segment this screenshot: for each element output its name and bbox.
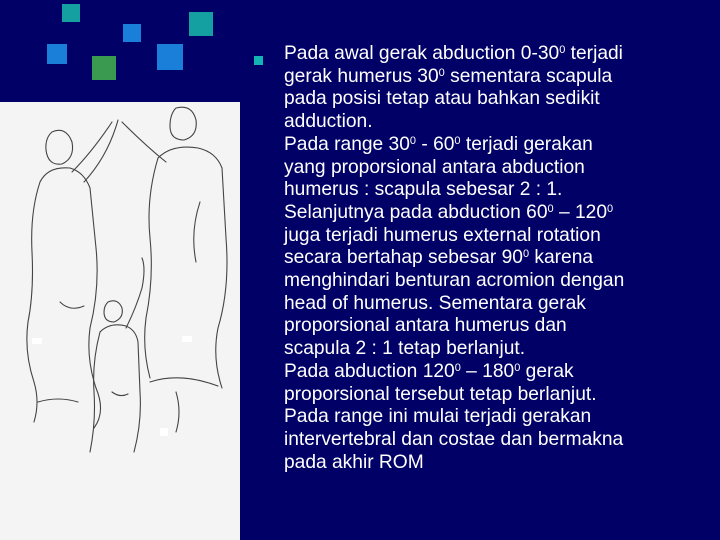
decor-square <box>157 44 183 70</box>
decor-square <box>47 44 67 64</box>
bullet-text <box>284 202 704 361</box>
text-run: sementara scapula pada posisi tetap atau bahkan sedikit adduction. <box>284 65 613 133</box>
white-marker <box>160 428 168 436</box>
bullet-marker <box>254 56 263 65</box>
text-run: Pada abduction 120 <box>284 360 455 382</box>
figure-left <box>27 120 118 428</box>
figure-small <box>90 258 144 452</box>
degree-superscript: 0 <box>454 361 461 374</box>
bullet-item <box>254 43 704 134</box>
bullet-item <box>254 202 704 361</box>
bullet-text <box>284 361 704 475</box>
decor-square <box>92 56 116 80</box>
degree-superscript: 0 <box>559 44 566 56</box>
text-run: Selanjutnya pada abduction 60 <box>284 201 548 223</box>
text-run: terjadi gerakan yang proporsional antara abduction humerus : scapula sebesar 2 : 1. <box>284 133 593 201</box>
bullet-text <box>284 43 704 134</box>
bullet-item <box>254 134 704 202</box>
shoulder-abduction-illustration <box>0 102 240 540</box>
degree-superscript: 0 <box>607 202 614 215</box>
text-run: Pada range 30 <box>284 133 410 155</box>
decor-square <box>62 4 80 22</box>
text-run: karena menghindari benturan acromion dengan head of humerus. Sementara gerak proporsional antara humerus dan scapula 2 : 1 tetap berlanjut. <box>284 247 625 360</box>
text-run: gerak proporsional tersebut tetap berlanjut. Pada range ini mulai terjadi gerakan intervertebral dan costae dan bermakna pada akhir ROM <box>284 360 624 473</box>
degree-superscript: 0 <box>522 248 530 261</box>
text-run: – 120 <box>553 201 607 223</box>
text-run: Pada awal gerak abduction 0-30 <box>284 43 560 64</box>
bullet-item <box>254 361 704 475</box>
white-marker <box>32 338 42 344</box>
bullet-text <box>284 134 704 202</box>
text-run: terjadi gerak humerus 30 <box>284 43 623 87</box>
degree-superscript: 0 <box>409 134 417 147</box>
degree-superscript: 0 <box>454 134 461 147</box>
text-run: – 180 <box>460 360 515 382</box>
degree-superscript: 0 <box>514 361 521 374</box>
text-run: juga terjadi humerus external rotation secara bertahap sebesar 90 <box>284 224 601 269</box>
bullet-list <box>254 43 704 474</box>
decor-square <box>123 24 141 42</box>
figure-right <box>122 107 227 432</box>
text-run: - 60 <box>416 133 455 155</box>
white-marker <box>182 336 192 342</box>
decor-square <box>189 12 213 36</box>
degree-superscript: 0 <box>547 202 554 215</box>
degree-superscript: 0 <box>438 66 445 79</box>
